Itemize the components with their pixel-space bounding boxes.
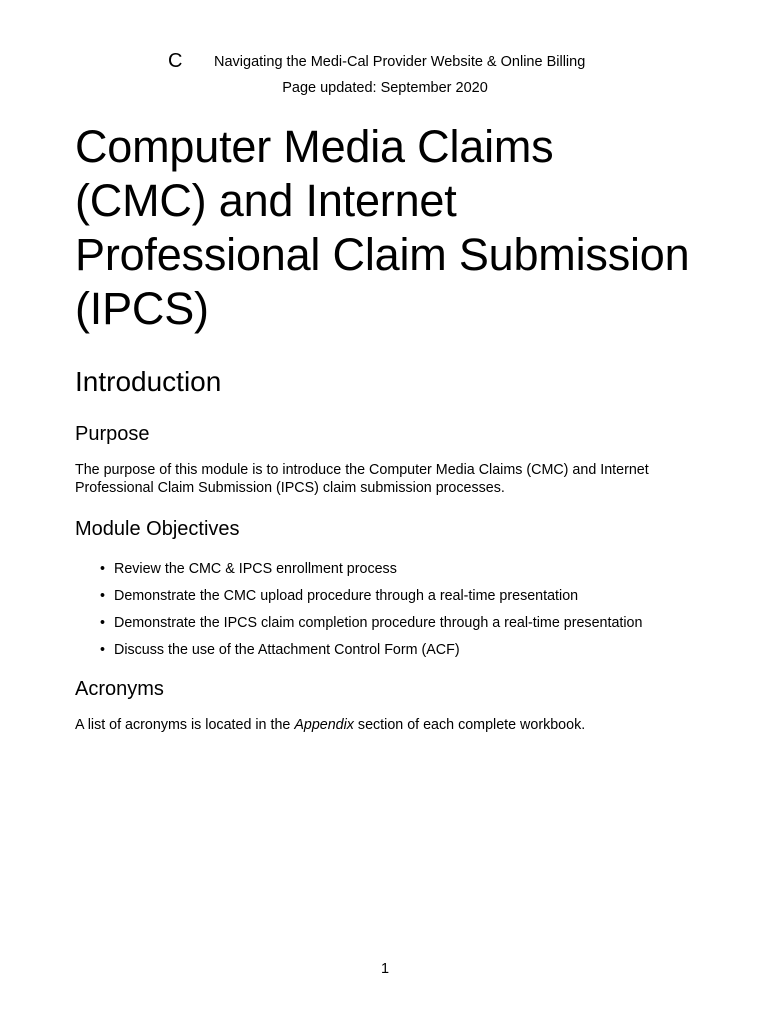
appendix-reference: Appendix <box>294 717 354 733</box>
module-objectives-heading: Module Objectives <box>75 518 240 540</box>
acronyms-text-start: A list of acronyms is located in the <box>75 717 295 733</box>
objective-text: Review the CMC & IPCS enrollment process <box>114 561 397 577</box>
purpose-text: The purpose of this module is to introduce the Computer Media Claims (CMC) and Internet Professional Claim Submission (IPCS) claim submission processes. <box>75 462 649 496</box>
running-header <box>0 50 770 72</box>
objective-text: Discuss the use of the Attachment Control Form (ACF) <box>114 642 460 658</box>
list-item <box>75 637 705 664</box>
bullet-icon: • <box>100 561 106 577</box>
acronyms-heading: Acronyms <box>75 678 164 700</box>
bullet-icon: • <box>100 588 106 604</box>
bullet-icon: • <box>100 642 106 658</box>
list-item <box>75 583 705 610</box>
header-title: Navigating the Medi-Cal Provider Website & Online Billing <box>214 54 586 70</box>
objective-text: Demonstrate the IPCS claim completion procedure through a real-time presentation <box>114 615 643 631</box>
document-title: Computer Media Claims (CMC) and Internet Professional Claim Submission (IPCS) <box>75 121 690 334</box>
section-letter: C <box>168 50 183 72</box>
page-number: 1 <box>380 961 390 977</box>
page-updated-date: Page updated: September 2020 <box>282 80 488 96</box>
acronyms-text-end: section of each complete workbook. <box>353 717 586 733</box>
objective-text: Demonstrate the CMC upload procedure through a real-time presentation <box>114 588 579 604</box>
introduction-heading: Introduction <box>75 366 222 397</box>
acronyms-text <box>75 716 705 734</box>
list-item <box>75 556 705 583</box>
purpose-heading: Purpose <box>75 423 150 445</box>
bullet-icon: • <box>100 615 106 631</box>
objectives-list <box>75 556 705 664</box>
list-item <box>75 610 705 637</box>
